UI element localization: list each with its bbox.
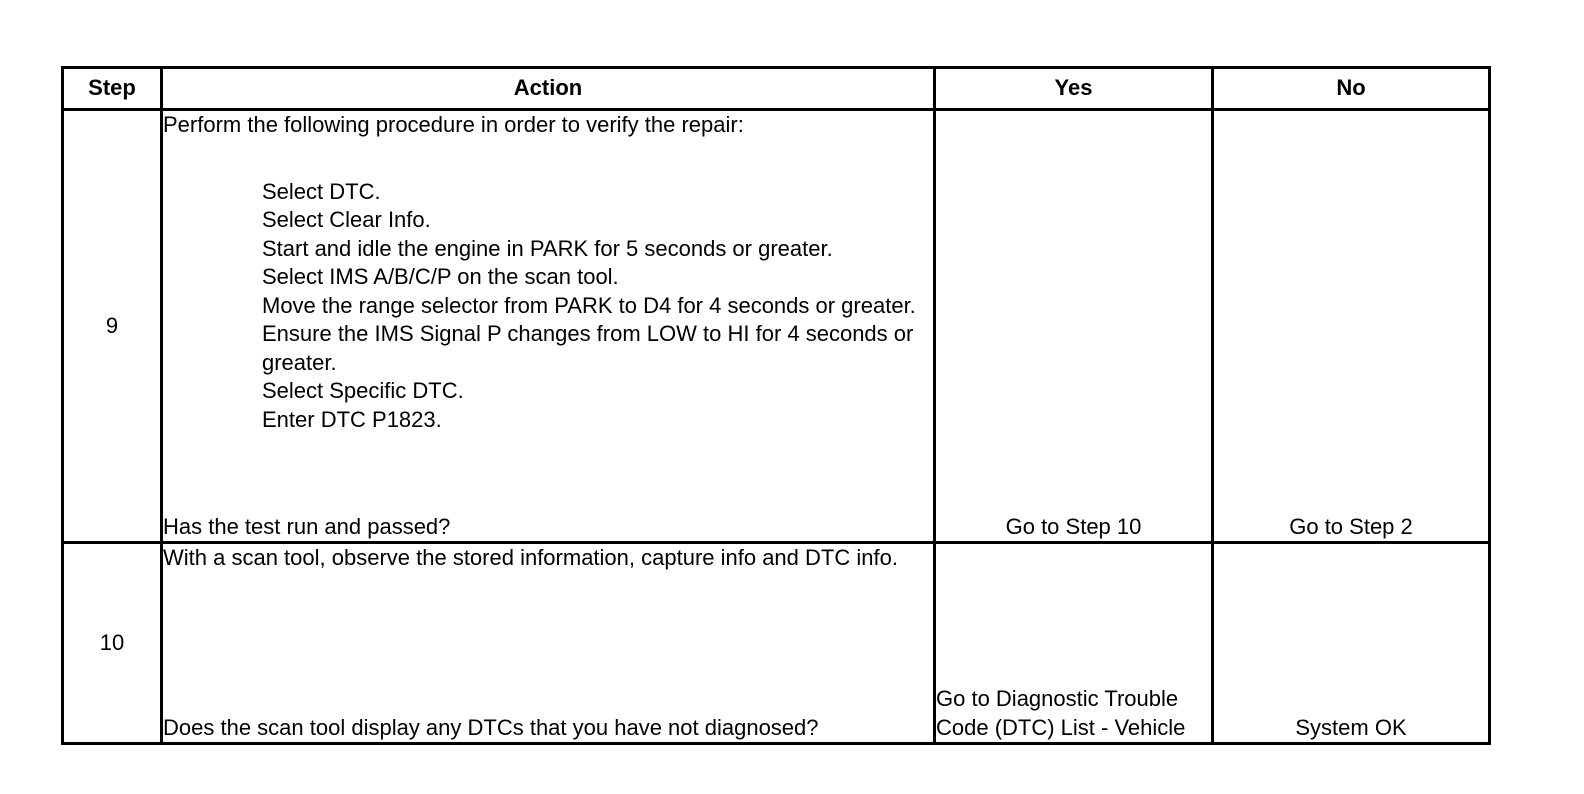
header-action: Action [162,68,935,110]
procedure-step: Move the range selector from PARK to D4 for 4 seconds or greater. [262,292,916,318]
diagnostic-table [61,66,1491,745]
step-number: 9 [63,110,162,543]
header-row [63,68,1490,110]
action-intro: With a scan tool, observe the stored information, capture info and DTC info. [163,545,898,570]
yes-result: Go to Step 10 [935,110,1213,543]
action-question: Has the test run and passed? [163,513,451,539]
procedure-step: Select DTC. [262,178,381,204]
procedure-step: Select Specific DTC. [262,378,464,403]
procedure-step: Select IMS A/B/C/P on the scan tool. [262,264,619,289]
table-row-step-10 [63,543,1490,744]
action-cell [162,110,935,543]
step-number: 10 [63,543,162,744]
action-question: Does the scan tool display any DTCs that you have not diagnosed? [163,714,819,740]
header-yes: Yes [935,68,1213,110]
procedure-step: Start and idle the engine in PARK for 5 seconds or greater. [262,235,833,261]
action-intro: Perform the following procedure in order to verify the repair: [163,112,744,137]
table-row-step-9 [63,110,1490,543]
procedure-step: Ensure the IMS Signal P changes from LOW to HI for 4 seconds or greater. [262,321,914,375]
header-step: Step [63,68,162,110]
no-result: System OK [1213,543,1490,744]
procedure-list [163,178,933,435]
procedure-step: Select Clear Info. [262,207,431,232]
action-cell [162,543,935,744]
no-result: Go to Step 2 [1213,110,1490,543]
yes-result: Go to Diagnostic Trouble Code (DTC) List - Vehicle [935,543,1213,744]
header-no: No [1213,68,1490,110]
procedure-step: Enter DTC P1823. [262,406,442,432]
